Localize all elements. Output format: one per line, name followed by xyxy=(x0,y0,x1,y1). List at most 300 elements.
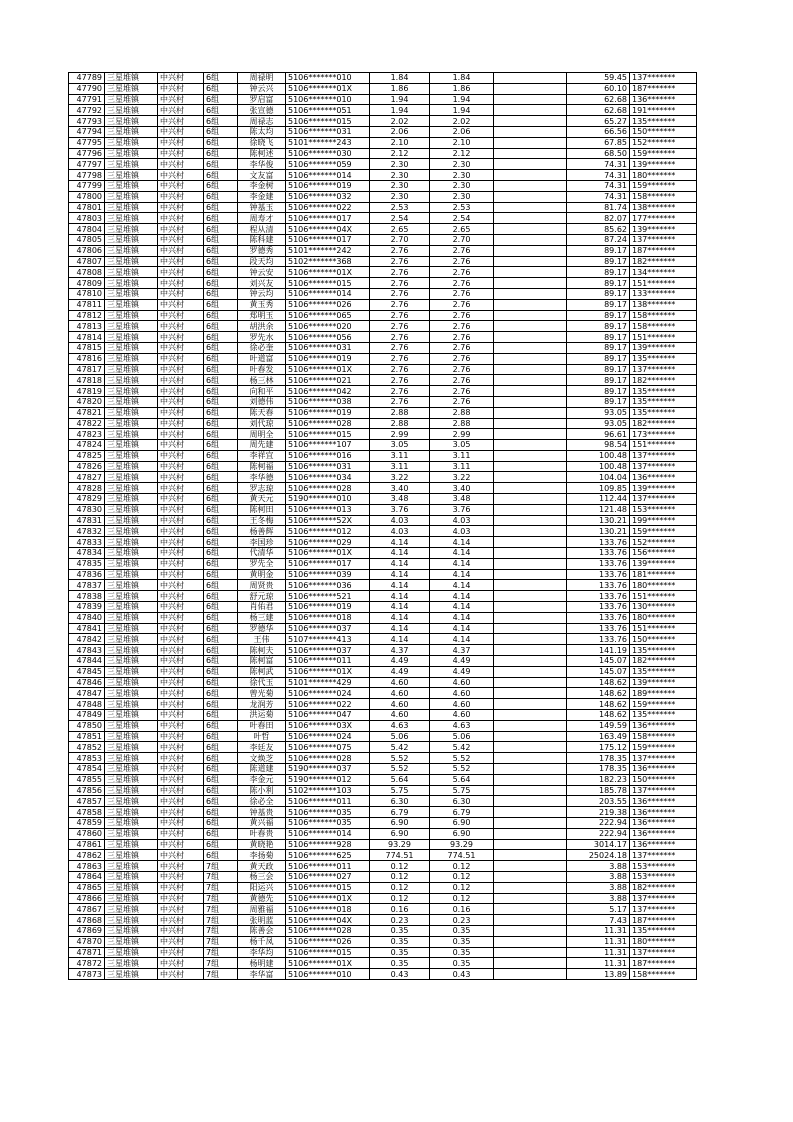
cell-group: 7组 xyxy=(204,925,238,936)
cell-name: 王冬梅 xyxy=(238,515,286,526)
cell-town: 三星堆镇 xyxy=(105,213,158,224)
cell-town: 三星堆镇 xyxy=(105,137,158,148)
cell-blank xyxy=(494,569,567,580)
cell-group: 6组 xyxy=(204,785,238,796)
cell-id-number: 5190*******010 xyxy=(286,494,370,505)
table-row xyxy=(69,623,697,634)
cell-town: 三星堆镇 xyxy=(105,375,158,386)
table-row xyxy=(69,386,697,397)
cell-area-confirmed: 2.02 xyxy=(430,116,494,127)
cell-area-confirmed: 2.30 xyxy=(430,170,494,181)
cell-town: 三星堆镇 xyxy=(105,440,158,451)
cell-area: 1.94 xyxy=(370,105,430,116)
cell-area-confirmed: 4.60 xyxy=(430,710,494,721)
cell-name: 杨明建 xyxy=(238,958,286,969)
cell-area: 5.52 xyxy=(370,753,430,764)
cell-name: 杨善辉 xyxy=(238,526,286,537)
cell-name: 周雅福 xyxy=(238,904,286,915)
cell-town: 三星堆镇 xyxy=(105,666,158,677)
cell-village: 中兴村 xyxy=(158,364,204,375)
cell-area-confirmed: 4.49 xyxy=(430,666,494,677)
cell-village: 中兴村 xyxy=(158,256,204,267)
cell-row-id: 47801 xyxy=(69,202,105,213)
cell-amount: 175.12 xyxy=(567,742,630,753)
cell-group: 6组 xyxy=(204,159,238,170)
cell-phone: 137******* xyxy=(630,753,697,764)
cell-area-confirmed: 3.11 xyxy=(430,450,494,461)
table-row xyxy=(69,569,697,580)
cell-amount: 85.62 xyxy=(567,224,630,235)
cell-blank xyxy=(494,861,567,872)
cell-blank xyxy=(494,310,567,321)
cell-id-number: 5106*******014 xyxy=(286,170,370,181)
cell-area-confirmed: 0.12 xyxy=(430,861,494,872)
cell-amount: 93.05 xyxy=(567,407,630,418)
cell-town: 三星堆镇 xyxy=(105,688,158,699)
cell-id-number: 5106*******038 xyxy=(286,396,370,407)
cell-village: 中兴村 xyxy=(158,267,204,278)
cell-row-id: 47811 xyxy=(69,299,105,310)
cell-id-number: 5106*******928 xyxy=(286,839,370,850)
cell-group: 6组 xyxy=(204,796,238,807)
cell-phone: 136******* xyxy=(630,796,697,807)
cell-area: 2.30 xyxy=(370,180,430,191)
cell-name: 杨三建 xyxy=(238,612,286,623)
cell-village: 中兴村 xyxy=(158,375,204,386)
cell-group: 6组 xyxy=(204,180,238,191)
cell-blank xyxy=(494,515,567,526)
cell-name: 李华富 xyxy=(238,969,286,980)
cell-area-confirmed: 5.52 xyxy=(430,753,494,764)
cell-town: 三星堆镇 xyxy=(105,925,158,936)
table-row xyxy=(69,137,697,148)
cell-phone: 139******* xyxy=(630,159,697,170)
cell-amount: 89.17 xyxy=(567,299,630,310)
cell-phone: 135******* xyxy=(630,353,697,364)
cell-village: 中兴村 xyxy=(158,861,204,872)
cell-name: 罗德秀 xyxy=(238,245,286,256)
cell-id-number: 5106*******028 xyxy=(286,925,370,936)
table-row xyxy=(69,440,697,451)
cell-area-confirmed: 2.54 xyxy=(430,213,494,224)
cell-area: 2.88 xyxy=(370,407,430,418)
cell-phone: 158******* xyxy=(630,191,697,202)
cell-group: 6组 xyxy=(204,774,238,785)
cell-phone: 159******* xyxy=(630,148,697,159)
cell-name: 胡洪余 xyxy=(238,321,286,332)
table-row xyxy=(69,321,697,332)
cell-town: 三星堆镇 xyxy=(105,936,158,947)
cell-id-number: 5106*******027 xyxy=(286,871,370,882)
cell-area-confirmed: 6.30 xyxy=(430,796,494,807)
cell-area: 2.76 xyxy=(370,256,430,267)
cell-row-id: 47807 xyxy=(69,256,105,267)
cell-name: 李华均 xyxy=(238,947,286,958)
cell-town: 三星堆镇 xyxy=(105,364,158,375)
cell-name: 叶春贵 xyxy=(238,828,286,839)
cell-village: 中兴村 xyxy=(158,893,204,904)
table-row xyxy=(69,710,697,721)
cell-row-id: 47794 xyxy=(69,126,105,137)
table-row xyxy=(69,159,697,170)
cell-area: 4.14 xyxy=(370,537,430,548)
cell-id-number: 5106*******017 xyxy=(286,558,370,569)
cell-phone: 182******* xyxy=(630,656,697,667)
cell-area: 4.03 xyxy=(370,515,430,526)
cell-name: 罗先水 xyxy=(238,332,286,343)
cell-group: 6组 xyxy=(204,83,238,94)
cell-area: 2.70 xyxy=(370,234,430,245)
cell-area-confirmed: 0.35 xyxy=(430,925,494,936)
cell-area: 3.11 xyxy=(370,461,430,472)
cell-blank xyxy=(494,353,567,364)
cell-town: 三星堆镇 xyxy=(105,893,158,904)
cell-blank xyxy=(494,925,567,936)
cell-amount: 178.35 xyxy=(567,753,630,764)
cell-area: 2.02 xyxy=(370,116,430,127)
cell-name: 周先建 xyxy=(238,440,286,451)
cell-blank xyxy=(494,764,567,775)
cell-amount: 203.55 xyxy=(567,796,630,807)
cell-phone: 199******* xyxy=(630,515,697,526)
cell-blank xyxy=(494,807,567,818)
table-row xyxy=(69,310,697,321)
cell-phone: 134******* xyxy=(630,267,697,278)
cell-phone: 181******* xyxy=(630,569,697,580)
cell-id-number: 5106*******03X xyxy=(286,720,370,731)
cell-town: 三星堆镇 xyxy=(105,310,158,321)
cell-phone: 156******* xyxy=(630,548,697,559)
cell-name: 龙润芳 xyxy=(238,699,286,710)
cell-amount: 74.31 xyxy=(567,170,630,181)
cell-blank xyxy=(494,267,567,278)
table-row xyxy=(69,666,697,677)
cell-name: 陈道建 xyxy=(238,764,286,775)
cell-phone: 152******* xyxy=(630,537,697,548)
cell-area: 0.35 xyxy=(370,936,430,947)
cell-town: 三星堆镇 xyxy=(105,742,158,753)
cell-id-number: 5106*******019 xyxy=(286,353,370,364)
cell-row-id: 47843 xyxy=(69,645,105,656)
cell-name: 徐代玉 xyxy=(238,677,286,688)
cell-id-number: 5106*******026 xyxy=(286,936,370,947)
cell-amount: 100.48 xyxy=(567,461,630,472)
cell-town: 三星堆镇 xyxy=(105,774,158,785)
cell-town: 三星堆镇 xyxy=(105,483,158,494)
cell-town: 三星堆镇 xyxy=(105,720,158,731)
cell-blank xyxy=(494,645,567,656)
cell-village: 中兴村 xyxy=(158,321,204,332)
cell-name: 周寿才 xyxy=(238,213,286,224)
cell-blank xyxy=(494,677,567,688)
cell-village: 中兴村 xyxy=(158,699,204,710)
cell-amount: 5.17 xyxy=(567,904,630,915)
cell-amount: 65.27 xyxy=(567,116,630,127)
cell-village: 中兴村 xyxy=(158,839,204,850)
cell-area-confirmed: 4.60 xyxy=(430,699,494,710)
cell-amount: 89.17 xyxy=(567,245,630,256)
table-row xyxy=(69,180,697,191)
cell-blank xyxy=(494,548,567,559)
cell-blank xyxy=(494,148,567,159)
cell-village: 中兴村 xyxy=(158,850,204,861)
cell-id-number: 5190*******037 xyxy=(286,764,370,775)
cell-town: 三星堆镇 xyxy=(105,710,158,721)
cell-area-confirmed: 2.76 xyxy=(430,353,494,364)
cell-blank xyxy=(494,213,567,224)
cell-group: 7组 xyxy=(204,936,238,947)
cell-blank xyxy=(494,234,567,245)
table-row xyxy=(69,796,697,807)
cell-amount: 93.05 xyxy=(567,418,630,429)
cell-area: 1.86 xyxy=(370,83,430,94)
cell-id-number: 5106*******034 xyxy=(286,472,370,483)
cell-area: 2.76 xyxy=(370,299,430,310)
cell-amount: 62.68 xyxy=(567,105,630,116)
cell-area: 4.14 xyxy=(370,548,430,559)
cell-area: 5.64 xyxy=(370,774,430,785)
table-row xyxy=(69,375,697,386)
cell-town: 三星堆镇 xyxy=(105,796,158,807)
cell-area: 0.12 xyxy=(370,871,430,882)
cell-name: 李国珍 xyxy=(238,537,286,548)
cell-town: 三星堆镇 xyxy=(105,623,158,634)
cell-town: 三星堆镇 xyxy=(105,785,158,796)
cell-name: 周明全 xyxy=(238,429,286,440)
cell-row-id: 47849 xyxy=(69,710,105,721)
cell-amount: 182.23 xyxy=(567,774,630,785)
cell-id-number: 5106*******01X xyxy=(286,958,370,969)
cell-amount: 222.94 xyxy=(567,828,630,839)
cell-phone: 130******* xyxy=(630,602,697,613)
cell-amount: 59.45 xyxy=(567,73,630,84)
cell-id-number: 5106*******024 xyxy=(286,688,370,699)
cell-id-number: 5106*******032 xyxy=(286,191,370,202)
cell-town: 三星堆镇 xyxy=(105,245,158,256)
table-row xyxy=(69,94,697,105)
cell-area-confirmed: 4.14 xyxy=(430,537,494,548)
cell-group: 7组 xyxy=(204,893,238,904)
cell-name: 陈科建 xyxy=(238,234,286,245)
cell-area: 2.65 xyxy=(370,224,430,235)
cell-phone: 135******* xyxy=(630,386,697,397)
cell-phone: 187******* xyxy=(630,83,697,94)
cell-id-number: 5106*******01X xyxy=(286,666,370,677)
cell-amount: 133.76 xyxy=(567,558,630,569)
cell-town: 三星堆镇 xyxy=(105,386,158,397)
cell-blank xyxy=(494,753,567,764)
cell-group: 6组 xyxy=(204,656,238,667)
cell-area-confirmed: 4.63 xyxy=(430,720,494,731)
cell-name: 杨三会 xyxy=(238,871,286,882)
cell-village: 中兴村 xyxy=(158,94,204,105)
cell-name: 王伟 xyxy=(238,634,286,645)
cell-amount: 74.31 xyxy=(567,159,630,170)
cell-amount: 81.74 xyxy=(567,202,630,213)
cell-town: 三星堆镇 xyxy=(105,148,158,159)
table-row xyxy=(69,353,697,364)
cell-town: 三星堆镇 xyxy=(105,839,158,850)
cell-name: 罗德华 xyxy=(238,623,286,634)
cell-amount: 133.76 xyxy=(567,612,630,623)
cell-row-id: 47818 xyxy=(69,375,105,386)
cell-area-confirmed: 2.76 xyxy=(430,299,494,310)
cell-row-id: 47793 xyxy=(69,116,105,127)
cell-group: 7组 xyxy=(204,969,238,980)
cell-village: 中兴村 xyxy=(158,958,204,969)
cell-blank xyxy=(494,332,567,343)
cell-row-id: 47809 xyxy=(69,278,105,289)
cell-village: 中兴村 xyxy=(158,774,204,785)
cell-phone: 180******* xyxy=(630,612,697,623)
cell-name: 叶春田 xyxy=(238,720,286,731)
cell-name: 陈柯福 xyxy=(238,461,286,472)
cell-name: 钟云均 xyxy=(238,288,286,299)
cell-blank xyxy=(494,126,567,137)
cell-id-number: 5106*******018 xyxy=(286,612,370,623)
cell-id-number: 5102*******103 xyxy=(286,785,370,796)
cell-name: 舒元琼 xyxy=(238,591,286,602)
cell-village: 中兴村 xyxy=(158,764,204,775)
cell-area-confirmed: 774.51 xyxy=(430,850,494,861)
cell-id-number: 5106*******016 xyxy=(286,450,370,461)
cell-area-confirmed: 0.35 xyxy=(430,936,494,947)
cell-village: 中兴村 xyxy=(158,504,204,515)
cell-group: 6组 xyxy=(204,299,238,310)
cell-row-id: 47800 xyxy=(69,191,105,202)
cell-row-id: 47847 xyxy=(69,688,105,699)
cell-name: 刘兴友 xyxy=(238,278,286,289)
cell-group: 6组 xyxy=(204,353,238,364)
cell-row-id: 47813 xyxy=(69,321,105,332)
table-row xyxy=(69,774,697,785)
cell-group: 6组 xyxy=(204,645,238,656)
cell-name: 钟云安 xyxy=(238,267,286,278)
cell-group: 6组 xyxy=(204,764,238,775)
cell-area: 5.06 xyxy=(370,731,430,742)
cell-area-confirmed: 0.35 xyxy=(430,947,494,958)
cell-phone: 150******* xyxy=(630,634,697,645)
cell-row-id: 47824 xyxy=(69,440,105,451)
records-table-body xyxy=(69,73,697,980)
table-row xyxy=(69,882,697,893)
cell-blank xyxy=(494,904,567,915)
cell-area: 4.14 xyxy=(370,580,430,591)
cell-id-number: 5106*******035 xyxy=(286,817,370,828)
cell-blank xyxy=(494,947,567,958)
cell-group: 6组 xyxy=(204,429,238,440)
table-row xyxy=(69,958,697,969)
cell-name: 李廷友 xyxy=(238,742,286,753)
cell-area-confirmed: 2.70 xyxy=(430,234,494,245)
cell-row-id: 47852 xyxy=(69,742,105,753)
cell-amount: 133.76 xyxy=(567,580,630,591)
cell-village: 中兴村 xyxy=(158,591,204,602)
table-row xyxy=(69,645,697,656)
cell-phone: 137******* xyxy=(630,494,697,505)
cell-town: 三星堆镇 xyxy=(105,915,158,926)
cell-town: 三星堆镇 xyxy=(105,353,158,364)
cell-area: 5.42 xyxy=(370,742,430,753)
cell-phone: 139******* xyxy=(630,558,697,569)
cell-area-confirmed: 1.84 xyxy=(430,73,494,84)
cell-area: 2.10 xyxy=(370,137,430,148)
cell-amount: 74.31 xyxy=(567,180,630,191)
cell-town: 三星堆镇 xyxy=(105,969,158,980)
cell-row-id: 47806 xyxy=(69,245,105,256)
cell-area: 93.29 xyxy=(370,839,430,850)
cell-area-confirmed: 4.49 xyxy=(430,656,494,667)
cell-amount: 66.56 xyxy=(567,126,630,137)
table-row xyxy=(69,602,697,613)
cell-village: 中兴村 xyxy=(158,418,204,429)
cell-village: 中兴村 xyxy=(158,634,204,645)
cell-area: 2.76 xyxy=(370,386,430,397)
cell-area-confirmed: 93.29 xyxy=(430,839,494,850)
cell-blank xyxy=(494,299,567,310)
cell-row-id: 47853 xyxy=(69,753,105,764)
cell-phone: 180******* xyxy=(630,580,697,591)
cell-row-id: 47799 xyxy=(69,180,105,191)
cell-amount: 163.49 xyxy=(567,731,630,742)
table-row xyxy=(69,915,697,926)
cell-name: 黄晓艳 xyxy=(238,839,286,850)
cell-phone: 135******* xyxy=(630,925,697,936)
cell-blank xyxy=(494,461,567,472)
cell-amount: 89.17 xyxy=(567,375,630,386)
cell-town: 三星堆镇 xyxy=(105,332,158,343)
cell-id-number: 5106*******52X xyxy=(286,515,370,526)
cell-amount: 25024.18 xyxy=(567,850,630,861)
cell-name: 张宣德 xyxy=(238,105,286,116)
cell-area: 4.49 xyxy=(370,656,430,667)
cell-village: 中兴村 xyxy=(158,688,204,699)
table-row xyxy=(69,191,697,202)
cell-phone: 153******* xyxy=(630,504,697,515)
table-row xyxy=(69,256,697,267)
cell-amount: 89.17 xyxy=(567,310,630,321)
cell-row-id: 47841 xyxy=(69,623,105,634)
cell-group: 6组 xyxy=(204,267,238,278)
cell-area-confirmed: 4.14 xyxy=(430,548,494,559)
cell-row-id: 47856 xyxy=(69,785,105,796)
cell-village: 中兴村 xyxy=(158,602,204,613)
cell-blank xyxy=(494,364,567,375)
cell-blank xyxy=(494,94,567,105)
cell-amount: 82.07 xyxy=(567,213,630,224)
cell-area: 4.60 xyxy=(370,688,430,699)
cell-phone: 139******* xyxy=(630,224,697,235)
cell-group: 6组 xyxy=(204,515,238,526)
cell-group: 6组 xyxy=(204,483,238,494)
cell-area-confirmed: 0.35 xyxy=(430,958,494,969)
table-row xyxy=(69,612,697,623)
cell-row-id: 47829 xyxy=(69,494,105,505)
cell-name: 杨千凤 xyxy=(238,936,286,947)
cell-area-confirmed: 2.76 xyxy=(430,375,494,386)
cell-town: 三星堆镇 xyxy=(105,515,158,526)
table-row xyxy=(69,893,697,904)
cell-town: 三星堆镇 xyxy=(105,569,158,580)
cell-name: 叶哲 xyxy=(238,731,286,742)
cell-id-number: 5106*******015 xyxy=(286,882,370,893)
table-row xyxy=(69,828,697,839)
cell-area-confirmed: 2.53 xyxy=(430,202,494,213)
cell-amount: 145.07 xyxy=(567,656,630,667)
table-row xyxy=(69,288,697,299)
cell-row-id: 47826 xyxy=(69,461,105,472)
cell-group: 6组 xyxy=(204,494,238,505)
